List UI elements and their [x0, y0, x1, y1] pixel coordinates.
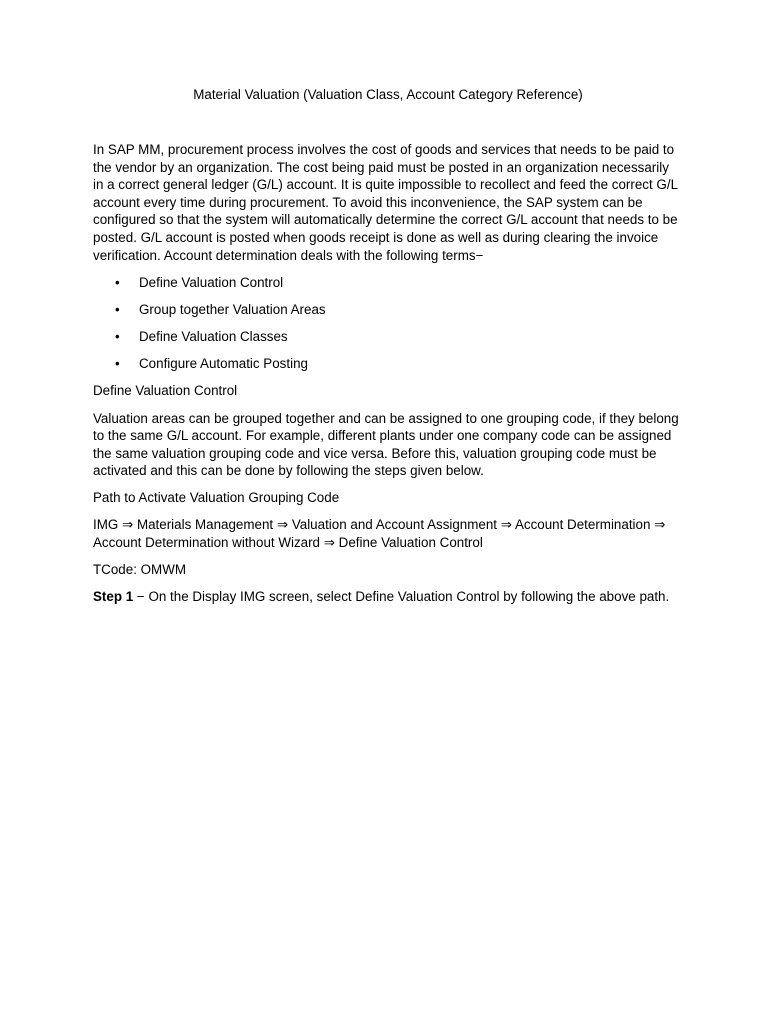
list-item-label: Group together Valuation Areas	[139, 301, 326, 317]
bullet-icon: •	[115, 274, 120, 290]
list-item	[93, 328, 683, 346]
section-body-paragraph: Valuation areas can be grouped together and can be assigned to one grouping code, if they belong to the same G/L account. For example, different plants under one company code can be assigned the same valuation grouping code and vice versa. Before this, valuation grouping code must be activated and this can be done by following the steps given below.	[93, 410, 679, 479]
terms-list	[93, 274, 683, 373]
document-body	[93, 141, 683, 615]
path-heading: Path to Activate Valuation Grouping Code	[93, 490, 340, 506]
document-title: Material Valuation (Valuation Class, Account Category Reference)	[193, 87, 583, 102]
list-item-label: Define Valuation Classes	[139, 329, 288, 345]
bullet-icon: •	[115, 301, 120, 317]
tcode-text: TCode: OMWM	[93, 562, 186, 578]
step-1-label: Step 1	[93, 589, 134, 605]
list-item	[93, 274, 683, 292]
section-heading: Define Valuation Control	[93, 383, 238, 399]
bullet-icon: •	[115, 356, 120, 372]
list-item-label: Configure Automatic Posting	[139, 356, 308, 372]
list-item	[93, 355, 683, 373]
bullet-icon: •	[115, 329, 120, 345]
intro-paragraph: In SAP MM, procurement process involves the cost of goods and services that needs to be paid to the vendor by an organization. The cost being paid must be posted in an organization necessarily in a correct general ledger (G/L) account. It is quite impossible to recollect and feed the correct G/L account every time during procurement. To avoid this inconvenience, the SAP system can be configured so that the system will automatically determine the correct G/L account that needs to be posted. G/L account is posted when goods receipt is done as well as during clearing the invoice verification. Account determination deals with the following terms−	[93, 142, 678, 263]
step-1-text: − On the Display IMG screen, select Define Valuation Control by following the above path.	[133, 589, 670, 605]
img-path-text: IMG ⇒ Materials Management ⇒ Valuation and Account Assignment ⇒ Account Determination ⇒ Account Determination without Wizard ⇒ Define Valuation Control	[93, 517, 666, 551]
step-1-paragraph	[93, 588, 683, 606]
list-item	[93, 301, 683, 319]
list-item-label: Define Valuation Control	[139, 274, 284, 290]
